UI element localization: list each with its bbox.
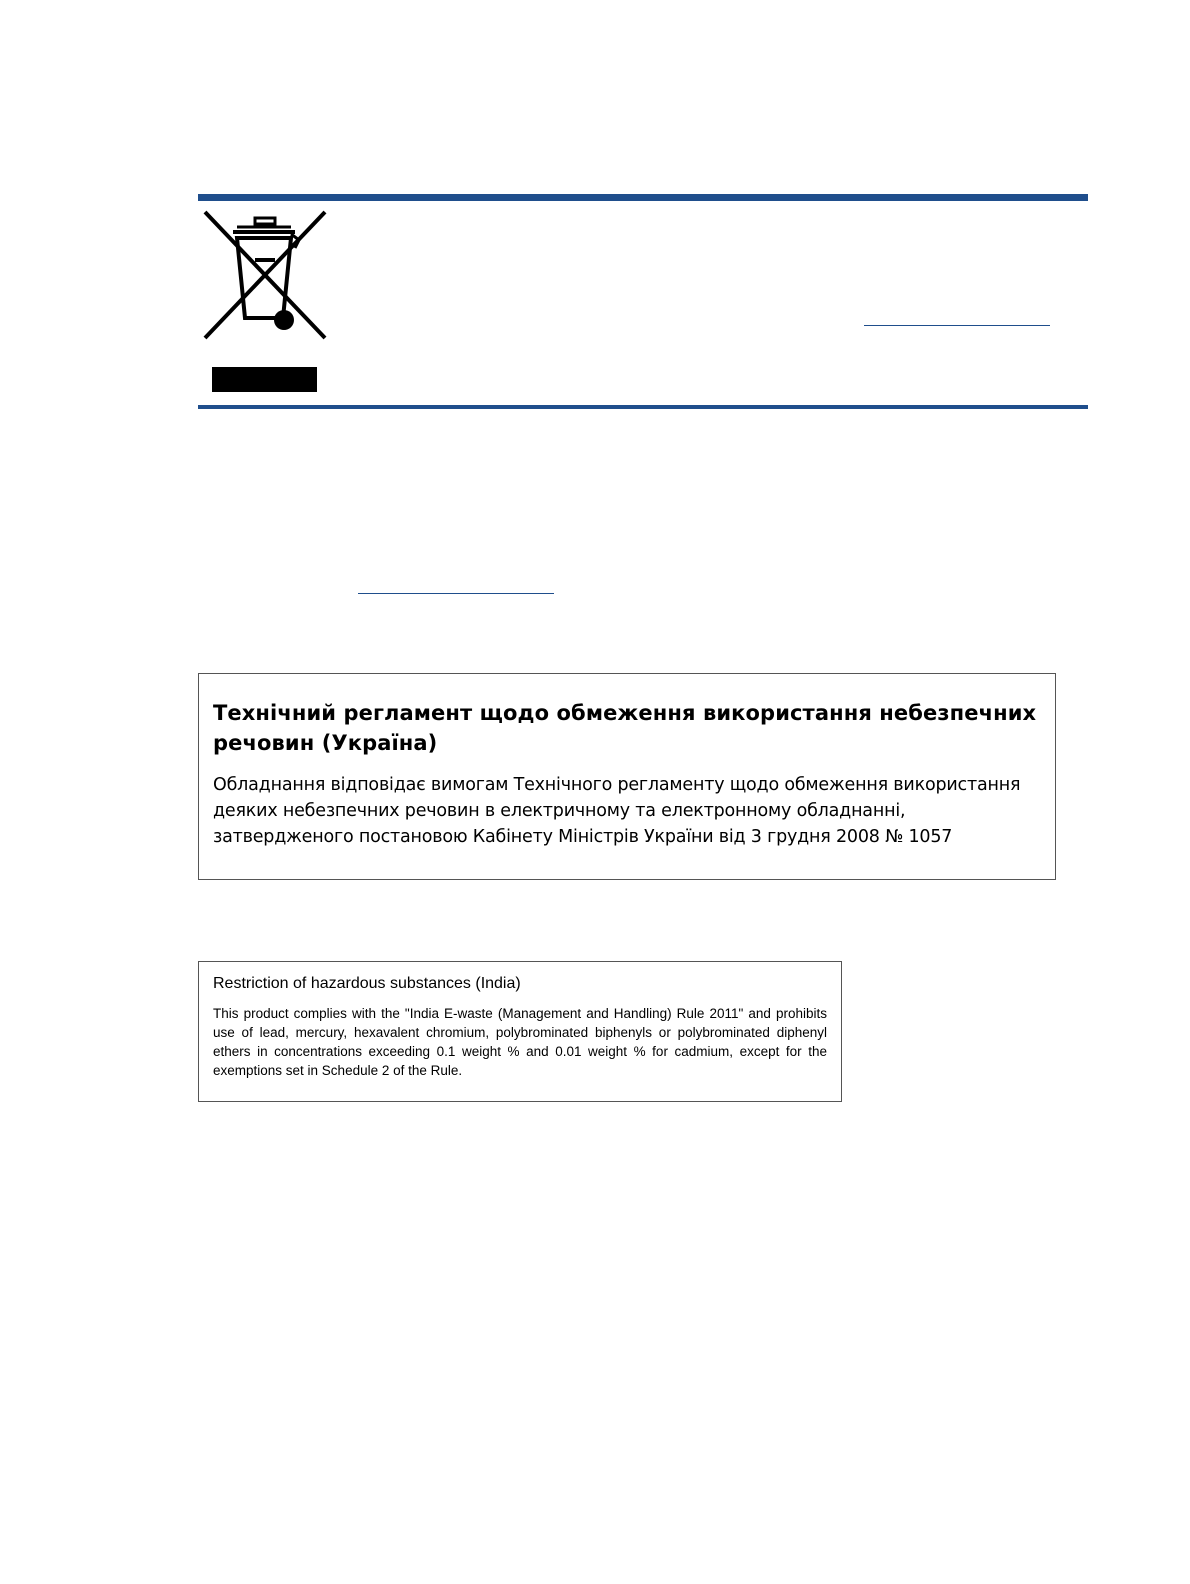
ukraine-rohs-body: Обладнання відповідає вимогам Технічного регламенту щодо обмеження використання деяких небезпечних речовин в електричному та електронному обладнанні, затвердженого постановою Кабінету Міністрів України від 3 грудня 2008 № 1057 <box>213 775 1021 847</box>
weee-section-top-rule <box>198 194 1088 201</box>
hyperlink-underline[interactable] <box>864 325 1050 326</box>
weee-solid-bar <box>212 367 317 392</box>
ukraine-rohs-box <box>198 673 1056 880</box>
india-rohs-body: This product complies with the "India E-waste (Management and Handling) Rule 2011" and prohibits use of lead, mercury, hexavalent chromium, polybrominated biphenyls or polybrominated diphenyl ethers in concentrations exceeding 0.1 weight % and 0.01 weight % for cadmium, except for the exemptions set in Schedule 2 of the Rule. <box>213 1006 827 1078</box>
hyperlink-underline[interactable] <box>358 593 554 594</box>
india-rohs-title: Restriction of hazardous substances (India) <box>213 975 521 992</box>
crossed-out-wheelie-bin-icon <box>203 210 327 340</box>
ukraine-rohs-title: Технічний регламент щодо обмеження використання небезпечних речовин (Україна) <box>213 701 1037 755</box>
india-rohs-box <box>198 961 842 1102</box>
weee-section-bottom-rule <box>198 405 1088 409</box>
